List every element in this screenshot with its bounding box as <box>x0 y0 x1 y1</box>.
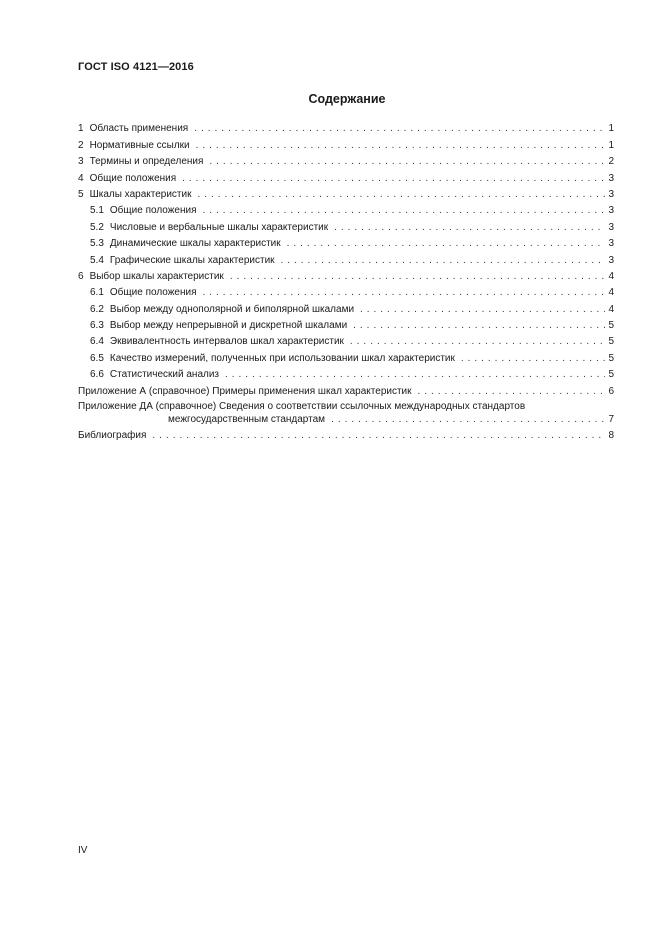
toc-entry-number: 6.6 <box>90 369 104 381</box>
dot-leader <box>360 304 605 316</box>
toc-entry[interactable] <box>78 185 614 201</box>
toc-entry[interactable] <box>78 234 614 250</box>
toc-entry-label: Выбор шкалы характеристик <box>89 270 224 282</box>
toc-entry-bibliography[interactable] <box>78 426 614 442</box>
dot-leader <box>182 173 605 185</box>
toc-entry-page: 3 <box>608 188 614 200</box>
toc-entry-page: 5 <box>608 320 614 332</box>
toc-entry-number: 3 <box>78 156 84 168</box>
toc-entry-page: 7 <box>608 413 614 425</box>
toc-entry[interactable] <box>78 267 614 283</box>
toc-entry-number: 6.5 <box>90 352 104 364</box>
dot-leader <box>418 386 606 398</box>
toc-entry-page: 4 <box>608 303 614 315</box>
toc-entry-page: 5 <box>608 369 614 381</box>
toc-entry-label-continued: межгосударственным стандартам <box>168 413 326 425</box>
toc-entry-number: 6.1 <box>90 287 104 299</box>
toc-entry[interactable] <box>78 283 614 299</box>
dot-leader <box>350 336 606 348</box>
toc-title: Содержание <box>308 92 386 106</box>
dot-leader <box>353 320 605 332</box>
toc-entry-label: Статистический анализ <box>109 369 220 381</box>
toc-entry-page: 1 <box>608 123 614 135</box>
dot-leader <box>287 238 606 250</box>
toc-entry-label: Графические шкалы характеристик <box>109 254 275 266</box>
toc-entry[interactable] <box>78 348 614 364</box>
toc-entry-label: Общие положения <box>109 287 197 299</box>
dot-leader <box>152 430 605 442</box>
toc-entry-label: Шкалы характеристик <box>89 188 192 200</box>
toc-entry-label: Общие положения <box>109 205 197 217</box>
toc-entry-appendix[interactable] <box>78 398 614 426</box>
toc-entry-label: Область применения <box>89 123 189 135</box>
toc-entry-number: 4 <box>78 172 84 184</box>
toc-entry[interactable] <box>78 332 614 348</box>
toc-entry-label: Приложение А (справочное) Примеры применения шкал характеристик <box>78 385 412 397</box>
toc-entry-number: 5.1 <box>90 205 104 217</box>
toc-entry[interactable] <box>78 365 614 381</box>
dot-leader <box>225 369 605 381</box>
dot-leader <box>334 222 605 234</box>
toc-entry-page: 4 <box>608 287 614 299</box>
toc-entry[interactable] <box>78 152 614 168</box>
dot-leader <box>230 271 606 283</box>
toc-entry[interactable] <box>78 119 614 135</box>
toc-entry[interactable] <box>78 299 614 315</box>
toc-entry-page: 5 <box>608 336 614 348</box>
toc-entry-appendix[interactable] <box>78 381 614 397</box>
toc-entry-label: Библиография <box>78 430 147 442</box>
dot-leader <box>331 413 605 426</box>
toc-entry-label: Приложение ДА (справочное) Сведения о соответствии ссылочных международных стандартов <box>78 400 526 412</box>
toc-entry[interactable] <box>78 316 614 332</box>
toc-entry-label: Числовые и вербальные шкалы характеристик <box>109 221 329 233</box>
page-number: IV <box>78 845 88 856</box>
toc-entry-page: 3 <box>608 205 614 217</box>
toc-entry-page: 3 <box>608 238 614 250</box>
dot-leader <box>203 287 606 299</box>
toc-entry-page: 4 <box>608 270 614 282</box>
toc-entry-label: Качество измерений, полученных при использовании шкал характеристик <box>109 352 455 364</box>
toc-entry-label: Нормативные ссылки <box>89 139 190 151</box>
toc-entry-page: 2 <box>608 156 614 168</box>
toc-entry-number: 2 <box>78 139 84 151</box>
toc-entry-page: 3 <box>608 172 614 184</box>
toc-entry[interactable] <box>78 135 614 151</box>
toc-entry-label: Общие положения <box>89 172 177 184</box>
toc-entry[interactable] <box>78 217 614 233</box>
toc-entry-number: 5 <box>78 188 84 200</box>
toc-entry-label: Динамические шкалы характеристик <box>109 238 281 250</box>
table-of-contents <box>78 119 614 442</box>
toc-entry[interactable] <box>78 250 614 266</box>
toc-entry-number: 1 <box>78 123 84 135</box>
toc-entry-label: Эквивалентность интервалов шкал характеристик <box>109 336 344 348</box>
toc-entry-number: 5.3 <box>90 238 104 250</box>
dot-leader <box>196 140 606 152</box>
toc-entry-page: 3 <box>608 221 614 233</box>
dot-leader <box>281 255 606 267</box>
toc-entry-number: 6.4 <box>90 336 104 348</box>
toc-entry-label: Термины и определения <box>89 156 204 168</box>
toc-entry-number: 5.4 <box>90 254 104 266</box>
toc-entry-page: 3 <box>608 254 614 266</box>
toc-entry-label: Выбор между однополярной и биполярной шкалами <box>109 303 355 315</box>
toc-entry-page: 5 <box>608 352 614 364</box>
dot-leader <box>194 123 605 135</box>
toc-entry-number: 5.2 <box>90 221 104 233</box>
toc-entry-page: 1 <box>608 139 614 151</box>
toc-entry-page: 8 <box>608 430 614 442</box>
dot-leader <box>209 156 605 168</box>
document-header: ГОСТ ISO 4121—2016 <box>78 61 194 73</box>
dot-leader <box>461 353 606 365</box>
toc-entry-number: 6 <box>78 270 84 282</box>
toc-entry-number: 6.3 <box>90 320 104 332</box>
toc-entry-page: 6 <box>608 385 614 397</box>
dot-leader <box>203 205 606 217</box>
toc-entry-number: 6.2 <box>90 303 104 315</box>
toc-entry[interactable] <box>78 168 614 184</box>
dot-leader <box>197 189 605 201</box>
toc-entry-label: Выбор между непрерывной и дискретной шкалами <box>109 320 348 332</box>
toc-entry[interactable] <box>78 201 614 217</box>
